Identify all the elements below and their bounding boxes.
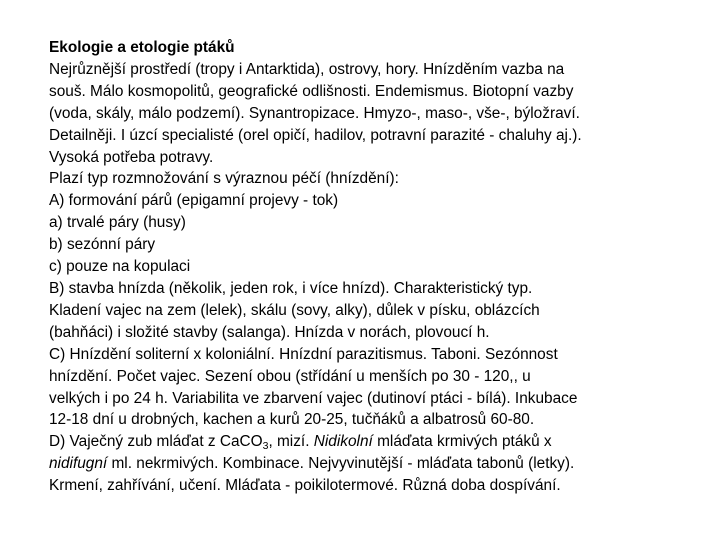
text-line: Kladení vajec na zem (lelek), skálu (sovy, alky), důlek v písku, oblázcích	[49, 301, 540, 319]
text-segment: ml. nekrmivých. Kombinace. Nejvyvinutější - mláďata tabonů (letky).	[107, 455, 575, 473]
text-line: (voda, skály, málo podzemí). Synantropizace. Hmyzo-, maso-, vše-, býložraví.	[49, 104, 580, 122]
formula-subscript: 3	[262, 441, 269, 453]
text-line: Plazí typ rozmnožování s výraznou péčí (hnízdění):	[49, 170, 399, 188]
formula-main: CO	[239, 433, 263, 451]
text-segment: D) Vaječný zub mláďat z Ca	[49, 433, 240, 451]
text-segment: mláďata krmivých ptáků x	[372, 433, 552, 451]
text-line: c) pouze na kopulaci	[49, 258, 191, 276]
italic-term: nidifugní	[49, 455, 108, 473]
text-line: C) Hnízdění soliterní x koloniální. Hnízdní parazitismus. Taboni. Sezónnost	[49, 345, 558, 363]
text-block	[49, 37, 709, 497]
document-title: Ekologie a etologie ptáků	[49, 39, 235, 56]
text-line: velkých i po 24 h. Variabilita ve zbarvení vajec (dutinoví ptáci - bílá). Inkubace	[49, 389, 578, 407]
italic-term: Nidikolní	[313, 433, 373, 451]
text-line: B) stavba hnízda (několik, jeden rok, i více hnízd). Charakteristický typ.	[49, 279, 533, 297]
text-line: Krmení, zahřívání, učení. Mláďata - poikilotermové. Různá doba dospívání.	[49, 477, 561, 495]
text-line: Detailněji. I úzcí specialisté (orel opičí, hadilov, potravní parazité - chaluhy aj.).	[49, 126, 582, 144]
text-line: souš. Málo kosmopolitů, geografické odlišnosti. Endemismus. Biotopní vazby	[49, 82, 574, 100]
text-line-d2	[49, 453, 709, 475]
text-line: a) trvalé páry (husy)	[49, 214, 186, 232]
text-line: A) formování párů (epigamní projevy - tok)	[49, 192, 339, 210]
text-line: hnízdění. Počet vajec. Sezení obou (střídání u menších po 30 - 120,, u	[49, 367, 531, 385]
text-line: Vysoká potřeba potravy.	[49, 148, 214, 166]
text-line: 12-18 dní u drobných, kachen a kurů 20-25, tučňáků a albatrosů 60-80.	[49, 411, 535, 429]
text-segment: , mizí.	[268, 433, 314, 451]
text-line-d1	[49, 431, 709, 453]
text-line: b) sezónní páry	[49, 236, 156, 254]
text-line: (bahňáci) i složité stavby (salanga). Hnízda v norách, plovoucí h.	[49, 323, 490, 341]
text-line: Nejrůznější prostředí (tropy i Antarktida), ostrovy, hory. Hnízděním vazba na	[49, 60, 565, 78]
